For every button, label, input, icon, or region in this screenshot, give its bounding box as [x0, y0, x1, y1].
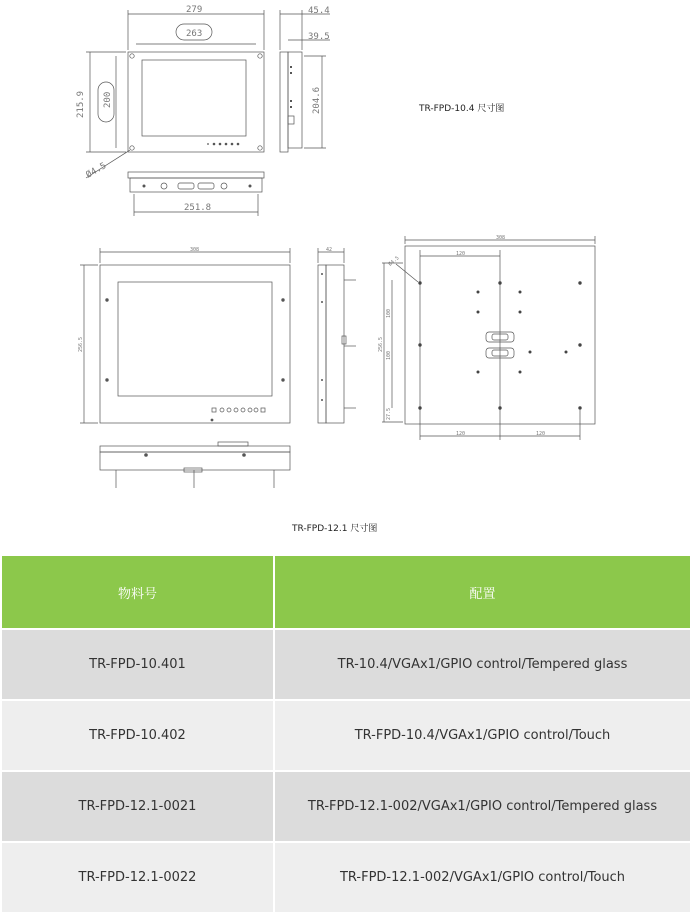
dim-back-top-offset: 120	[456, 251, 466, 257]
dim-back-height-12: 256.5	[378, 336, 384, 352]
table-row	[2, 771, 690, 842]
part-number-cell: TR-FPD-10.402	[2, 700, 274, 771]
configuration-cell: TR-10.4/VGAx1/GPIO control/Tempered glass	[274, 629, 690, 700]
dim-front-width-12: 308	[190, 247, 200, 253]
caption-10-4: TR-FPD-10.4 尺寸图	[419, 104, 505, 114]
header-configuration: 配置	[274, 556, 690, 629]
table-row	[2, 842, 690, 912]
table-row	[2, 700, 690, 771]
spec-table	[2, 556, 690, 912]
dim-back-hole: Ø4.5	[387, 255, 401, 268]
configuration-cell: TR-FPD-12.1-002/VGAx1/GPIO control/Touch	[274, 842, 690, 912]
dim-back-bottom-right: 120	[536, 431, 546, 437]
bottom-view-12-1	[100, 442, 290, 488]
dim-height-overall: 215.9	[76, 90, 86, 118]
dim-back-width-12: 308	[496, 235, 506, 241]
header-part-number: 物料号	[2, 556, 274, 629]
dim-back-v3: 27.5	[386, 407, 392, 420]
part-number-cell: TR-FPD-12.1-0022	[2, 842, 274, 912]
dim-back-v1: 100	[386, 308, 392, 318]
dim-side-depth-12: 42	[326, 247, 333, 253]
table-row	[2, 629, 690, 700]
dim-height-inner: 200	[103, 91, 113, 108]
dim-width-inner: 263	[186, 29, 203, 39]
dim-width-overall: 279	[186, 5, 203, 15]
part-number-cell: TR-FPD-12.1-0021	[2, 771, 274, 842]
configuration-cell: TR-FPD-10.4/VGAx1/GPIO control/Touch	[274, 700, 690, 771]
front-view-12-1	[80, 248, 290, 423]
dim-back-bottom-left: 120	[456, 431, 466, 437]
configuration-cell: TR-FPD-12.1-002/VGAx1/GPIO control/Tempered glass	[274, 771, 690, 842]
caption-12-1: TR-FPD-12.1 尺寸图	[292, 524, 378, 534]
dim-front-height-12: 256.5	[78, 336, 84, 352]
dim-back-v2: 100	[386, 350, 392, 360]
dim-depth-body: 39.5	[308, 32, 330, 42]
dim-hole-diameter: Ø4.5	[84, 161, 109, 181]
dim-height-side: 204.6	[312, 86, 322, 114]
part-number-cell: TR-FPD-10.401	[2, 629, 274, 700]
dim-depth-total: 45.4	[308, 6, 330, 16]
back-view-12-1	[382, 236, 595, 440]
dim-bottom-width: 251.8	[184, 203, 212, 213]
side-view-12-1	[318, 248, 356, 423]
table-header-row	[2, 556, 690, 629]
